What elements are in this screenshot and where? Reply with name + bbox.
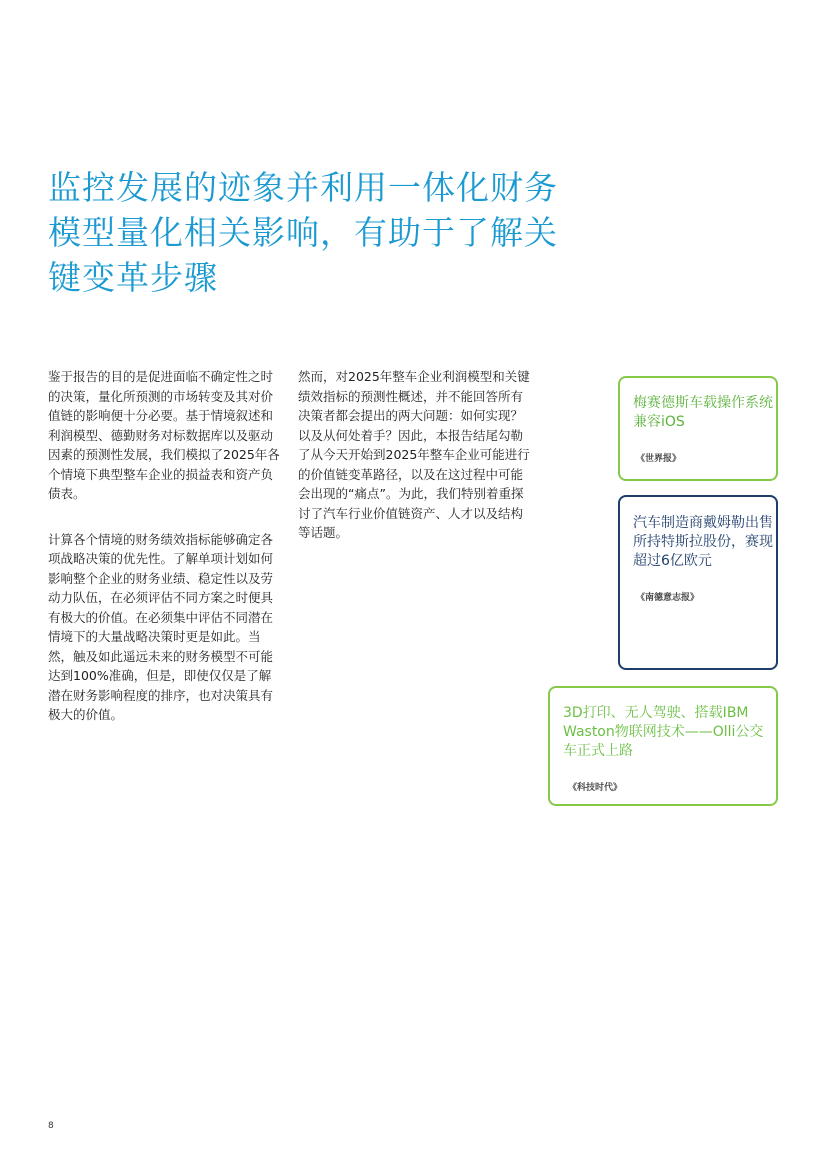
card-headline: 梅赛德斯车载操作系统兼容iOS [633,395,773,430]
card-headline: 3D打印、无人驾驶、搭载IBM Waston物联网技术——Olli公交车正式上路 [563,705,764,759]
paragraph: 然而，对2025年整车企业利润模型和关键绩效指标的预测性概述，并不能回答所有决策者都会提出的两大问题：如何实现？以及从何处着手？因此，本报告结尾勾勒了从今天开始到2025年整车企业可能进行的价值链变革路径，以及在这过程中可能会出现的“痛点”。为此，我们特别着重探讨了汽车行业价值链资产、人才以及结构等话题。 [298,369,530,540]
paragraph: 鉴于报告的目的是促进面临不确定性之时的决策，量化所预测的市场转变及其对价值链的影响便十分必要。基于情境叙述和利润模型、德勤财务对标数据库以及驱动因素的预测性发展，我们模拟了2025年各个情境下典型整车企业的损益表和资产负债表。 [48,369,280,501]
news-card-tech-times [548,686,778,806]
text-column-middle [298,367,530,569]
news-card-sueddeutsche [618,495,778,670]
news-card-world [618,376,778,481]
card-headline: 汽车制造商戴姆勒出售所持特斯拉股份，赛现超过6亿欧元 [633,515,773,569]
card-source: 《世界报》 [636,454,682,464]
page-number: 8 [48,1121,54,1131]
text-column-left [48,367,280,751]
card-source: 《南德意志报》 [636,593,700,603]
paragraph: 计算各个情境的财务绩效指标能够确定各项战略决策的优先性。了解单项计划如何影响整个企业的财务业绩、稳定性以及劳动力队伍，在必须评估不同方案之时便具有极大的价值。在必须集中评估不同潜在情境下的大量战略决策时更是如此。当然，触及如此遥远未来的财务模型不可能达到100%准确，但是，即使仅仅是了解潜在财务影响程度的排序，也对决策具有极大的价值。 [48,531,274,722]
card-source: 《科技时代》 [568,783,623,793]
page-title: 监控发展的迹象并利用一体化财务模型量化相关影响，有助于了解关键变革步骤 [48,168,558,297]
